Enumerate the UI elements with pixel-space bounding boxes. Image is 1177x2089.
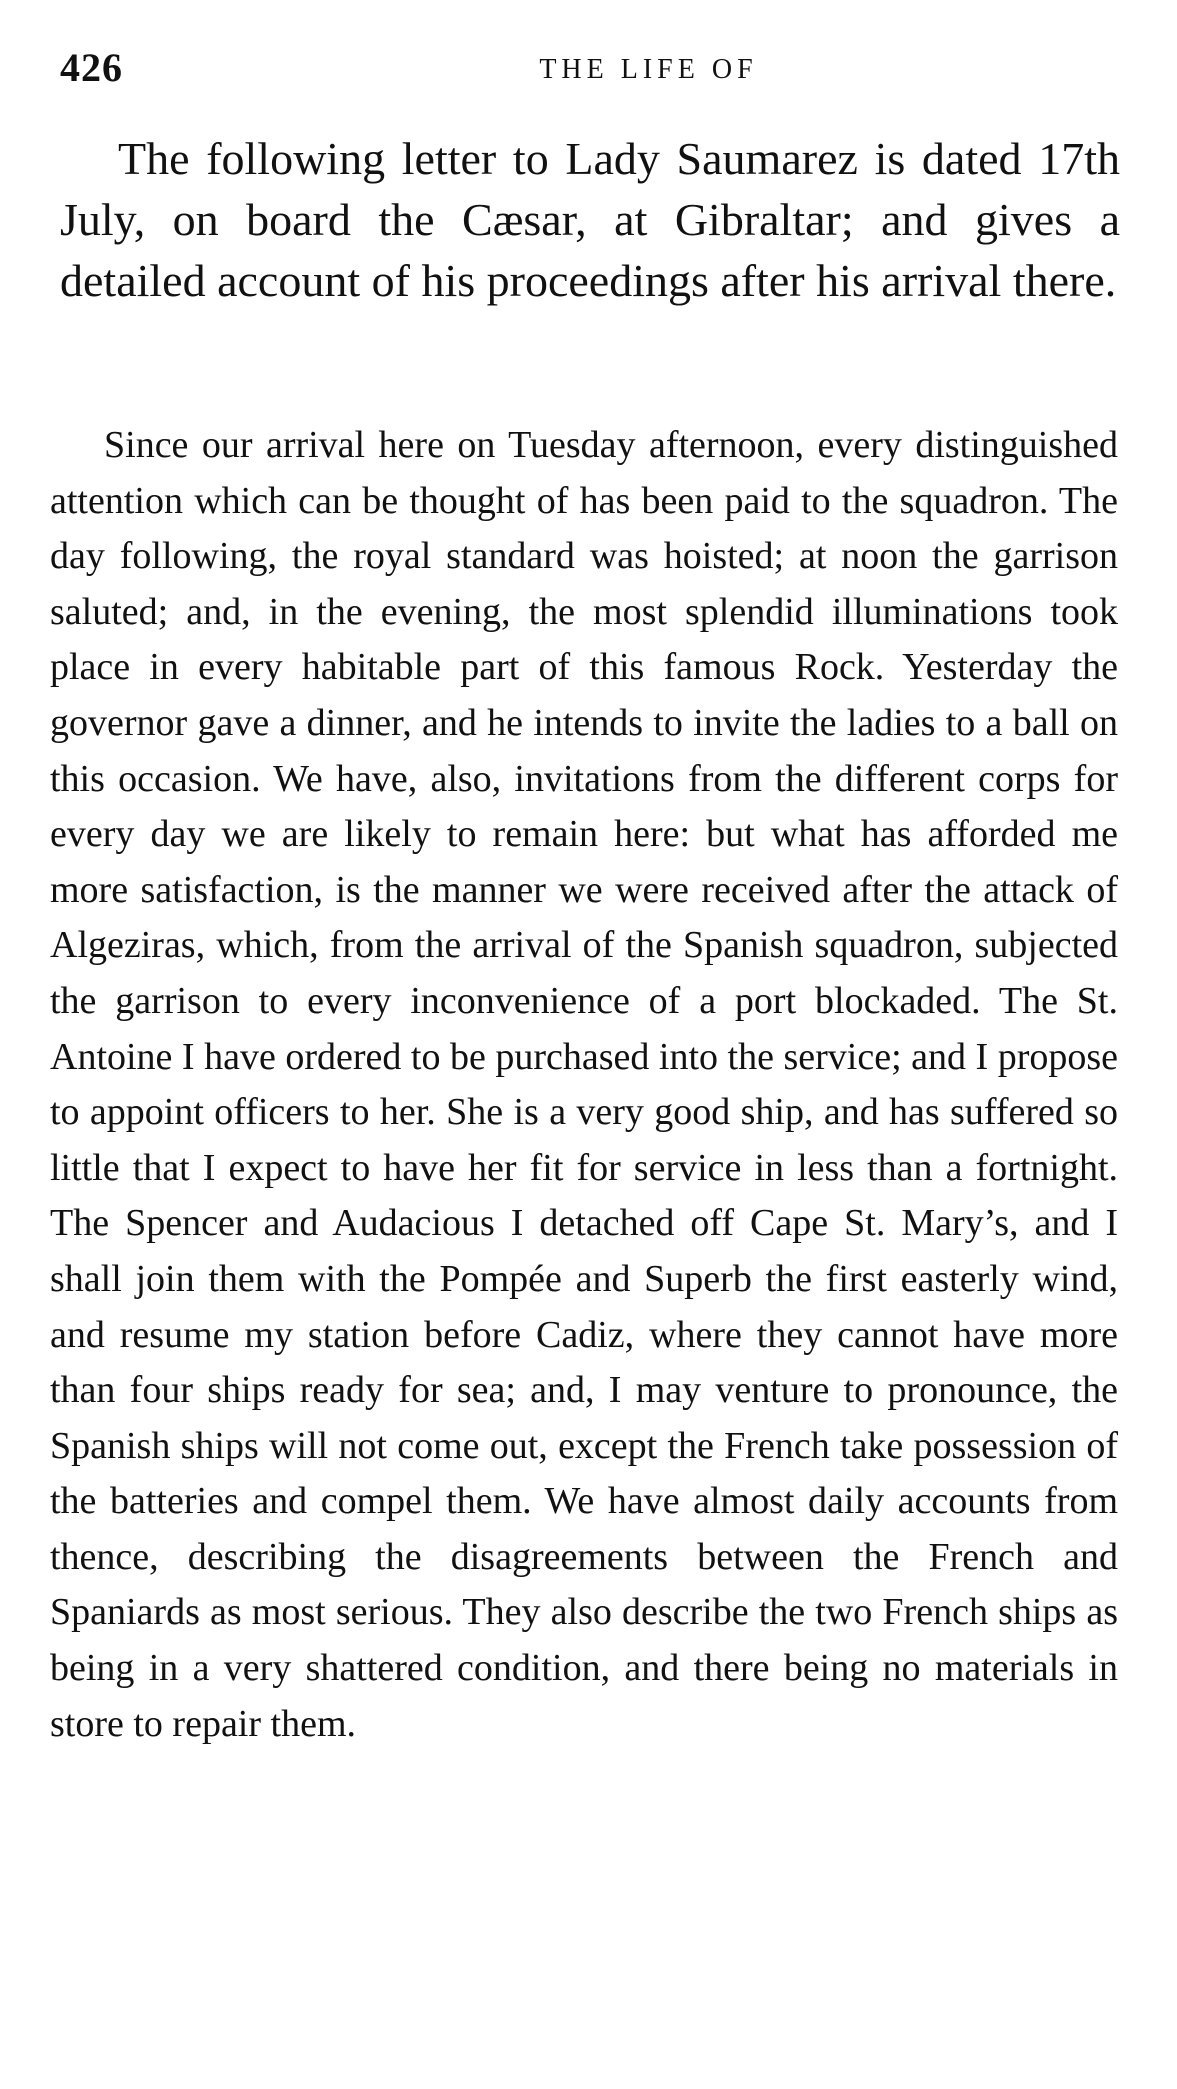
letter-paragraph: Since our arrival here on Tuesday afternoon, every distinguished attention which can be thought of has been paid to the squadron. The day following, the royal standard was hoisted; at noon the garrison saluted; and, in the evening, the most splendid illuminations took place in every habitable part of this famous Rock. Yesterday the governor gave a dinner, and he intends to invite the ladies to a ball on this occasion. We have, also, invitations from the different corps for every day we are likely to remain here: but what has afforded me more satisfaction, is the manner we were received after the attack of Algeziras, which, from the arrival of the Spanish squadron, subjected the garrison to every inconvenience of a port blockaded. The St. Antoine I have ordered to be purchased into the service; and I propose to appoint officers to her. She is a very good ship, and has suffered so little that I expect to have her fit for service in less than a fortnight. The Spencer and Audacious I detached off Cape St. Mary’s, and I shall join them with the Pompée and Superb the first easterly wind, and resume my station before Cadiz, where they cannot have more than four ships ready for sea; and, I may venture to pronounce, the Spanish ships will not come out, except the French take possession of the batteries and compel them. We have almost daily accounts from thence, describing the disagreements between the French and Spaniards as most serious. They also describe the two French ships as being in a very shattered condition, and there being no materials in store to repair them. (50, 424, 1118, 1745)
intro-paragraph: The following letter to Lady Saumarez is dated 17th July, on board the Cæsar, at Gibraltar; and gives a detailed account of his proceedings after his arrival there. (60, 133, 1120, 306)
running-head: THE LIFE OF (539, 54, 758, 85)
page-header (60, 44, 1117, 94)
page-number: 426 (60, 45, 123, 90)
